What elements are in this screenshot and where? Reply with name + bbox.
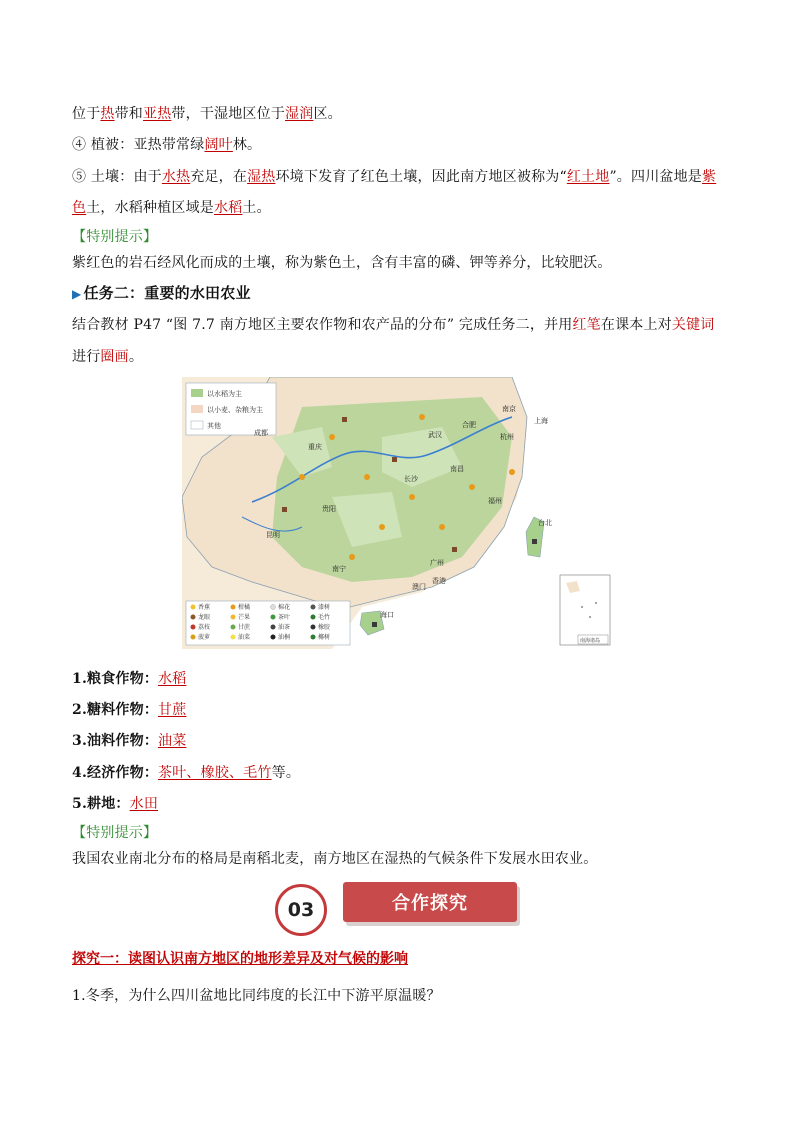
text: 土，水稻种植区域是 [86, 200, 215, 216]
section-title: 合作探究 [343, 882, 517, 922]
keyword-red-pen: 红笔 [572, 317, 601, 333]
special-tip-text-2: 我国农业南北分布的格局是南稻北麦，南方地区在湿热的气候条件下发展水田农业。 [72, 851, 598, 867]
item-answer: 水稻 [158, 671, 187, 687]
city-changsha: 长沙 [404, 475, 418, 483]
item-answer: 水田 [129, 796, 159, 812]
answer-subtropical: 亚热 [143, 106, 172, 122]
city-guangzhou: 广州 [430, 559, 444, 567]
text: 结合教材 P47 “图 7.7 南方地区主要农作物和农产品的分布” 完成任务二，并用 [72, 317, 573, 333]
keyword-circle: 圈画 [100, 349, 129, 365]
special-tip-text: 紫红色的岩石经风化而成的土壤，称为紫色土，含有丰富的磷、钾等养分，比较肥沃。 [72, 255, 612, 271]
legend-rice: 以水稻为主 [207, 390, 242, 398]
task-two-heading [72, 282, 251, 303]
legend-rubber: 橡胶 [318, 624, 331, 631]
answer-purple: 紫 [702, 169, 717, 185]
legend-other: 其他 [207, 422, 221, 430]
text: 进行 [72, 349, 101, 365]
soil-line [72, 166, 716, 186]
text: 。 [128, 349, 144, 365]
south-china-sea-inset [560, 575, 610, 645]
legend-lychee: 荔枝 [198, 624, 211, 631]
legend-pineapple: 菠萝 [198, 634, 211, 641]
city-taipei: 台北 [538, 519, 552, 527]
answer-red-soil: 红土地 [566, 169, 610, 185]
legend-sugarcane: 甘蔗 [238, 624, 251, 631]
list-item [72, 793, 158, 813]
explore-one-heading: 探究一：读图认识南方地区的地形差异及对气候的影响 [72, 951, 408, 967]
city-guiyang: 贵阳 [322, 505, 336, 513]
city-wuhan: 武汉 [428, 431, 442, 439]
legend-bamboo: 毛竹 [318, 614, 331, 621]
climate-zone-line [72, 103, 342, 123]
keyword-keywords: 关键词 [671, 317, 715, 333]
list-item [72, 730, 186, 750]
legend-coconut: 椰树 [318, 634, 331, 641]
text: 土。 [242, 200, 271, 216]
list-item [72, 668, 186, 688]
text: 区。 [313, 106, 342, 122]
vegetation-line [72, 134, 261, 154]
city-nanjing: 南京 [502, 405, 516, 413]
legend-mango: 芒果 [238, 614, 251, 621]
crop-legend [186, 601, 350, 645]
inset-label: 南海诸岛 [580, 638, 601, 644]
text: 林。 [232, 137, 262, 153]
item-label: 5.耕地： [72, 796, 130, 812]
triangle-icon: ▶ [72, 287, 82, 301]
text: 带，干湿地区位于 [171, 106, 286, 122]
item-answer: 茶叶、橡胶、毛竹 [158, 765, 272, 781]
city-kunming: 昆明 [266, 531, 280, 539]
item-label: 1.粮食作物： [72, 671, 159, 687]
section-number: 03 [275, 884, 327, 936]
southern-china-agriculture-map [182, 377, 614, 649]
text: ⑤ 土壤：由于 [72, 169, 162, 185]
answer-water-heat: 水热 [161, 169, 191, 185]
answer-purple-2: 色 [72, 200, 87, 216]
city-fuzhou: 福州 [488, 497, 502, 505]
special-tip-label-2: 【特别提示】 [72, 825, 158, 841]
legend-cotton: 棉花 [278, 604, 291, 611]
city-chongqing: 重庆 [308, 443, 322, 451]
city-haikou: 海口 [380, 611, 394, 619]
city-hangzhou: 杭州 [500, 433, 514, 441]
text: 环境下发育了红色土壤，因此南方地区被称为“ [275, 169, 567, 185]
text: ④ 植被：亚热带常绿 [72, 137, 205, 153]
task-title: 任务二：重要的水田农业 [83, 284, 251, 302]
answer-hot-humid: 湿热 [247, 169, 276, 185]
task-instruction-2 [72, 346, 143, 366]
answer-heat: 热 [100, 106, 115, 122]
legend-tung: 油桐 [278, 634, 291, 641]
item-label: 2.糖料作物： [72, 702, 159, 718]
legend-citrus: 柑橘 [238, 604, 251, 611]
question-one: 1.冬季，为什么四川盆地比同纬度的长江中下游平原温暖？ [72, 988, 441, 1004]
text: ”。四川盆地是 [609, 169, 703, 185]
item-answer: 油菜 [158, 733, 187, 749]
item-suffix: 等。 [271, 765, 301, 781]
item-label: 3.油料作物： [72, 733, 159, 749]
soil-line-2 [72, 197, 271, 217]
answer-broadleaf: 阔叶 [204, 137, 233, 153]
city-shanghai: 上海 [534, 417, 548, 425]
answer-paddy: 水稻 [214, 200, 243, 216]
legend-lacquer: 漆树 [318, 604, 331, 611]
city-hongkong: 香港 [432, 577, 446, 585]
city-nanchang: 南昌 [450, 465, 464, 473]
city-chengdu: 成都 [254, 429, 268, 437]
legend-tea: 茶叶 [278, 614, 291, 621]
legend-banana: 香蕉 [198, 604, 211, 611]
answer-humid: 湿润 [285, 106, 314, 122]
legend-longan: 龙眼 [198, 614, 211, 621]
list-item [72, 699, 186, 719]
city-hefei: 合肥 [462, 421, 476, 429]
text: 充足，在 [190, 169, 248, 185]
text: 带和 [114, 106, 144, 122]
text: 在课本上对 [600, 317, 672, 333]
task-instruction [72, 314, 714, 334]
list-item [72, 762, 300, 782]
city-macau: 澳门 [412, 583, 426, 591]
city-nanning: 南宁 [332, 565, 346, 573]
text: 位于 [72, 106, 101, 122]
item-label: 4.经济作物： [72, 765, 159, 781]
map-legend [186, 383, 276, 435]
item-answer: 甘蔗 [158, 702, 187, 718]
legend-wheat: 以小麦、杂粮为主 [207, 406, 263, 414]
section-banner [275, 878, 525, 940]
legend-oil-tea: 油茶 [278, 624, 291, 631]
special-tip-label: 【特别提示】 [72, 229, 158, 245]
legend-rapeseed: 油菜 [238, 634, 251, 641]
